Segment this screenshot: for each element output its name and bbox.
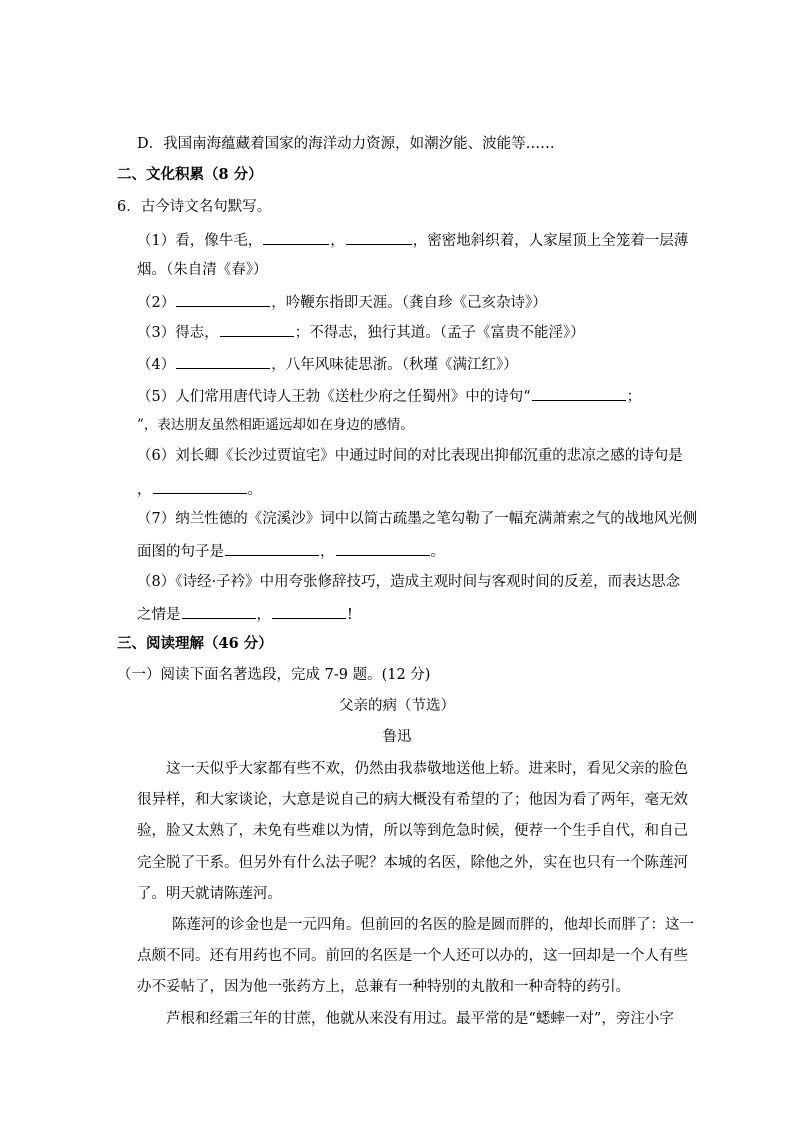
answer-blank[interactable]	[182, 603, 256, 619]
passage-line: 芦根和经霜三年的甘蔗，他就从来没有用过。最平常的是“蟋蟀一对”，旁注小字	[166, 1011, 674, 1027]
section-heading-culture: 二、文化积累（8 分）	[117, 166, 263, 183]
item-4-text-b: ，八年风味徒思浙。（秋瑾《满江红》）	[271, 357, 518, 373]
answer-blank[interactable]	[176, 291, 270, 307]
passage-line: 完全脱了干系。但另外有什么法子呢？本城的名医，除他之外，实在也只有一个陈莲河	[137, 855, 688, 871]
item-5-text-b: ；	[626, 389, 642, 405]
item-6-line-1: （6）刘长卿《长沙过贾谊宅》中通过时间的对比表现出抑郁沉重的悲凉之感的诗句是	[137, 448, 683, 464]
item-8-text-b: ，	[256, 607, 271, 623]
passage-title: 父亲的病（节选）	[339, 698, 455, 714]
passage-line: 陈莲河的诊金也是一元四角。但前回的名医的脸是圆而胖的，他却长而胖了：这一	[172, 917, 694, 933]
answer-blank[interactable]	[225, 540, 319, 556]
passage-line: 验，脸又太熟了，未免有些难以为情，所以等到危急时候，便荐一个生手自代，和自己	[137, 823, 688, 839]
answer-blank[interactable]	[336, 540, 430, 556]
item-5-line-1	[137, 385, 641, 407]
item-6-text-b: 。	[247, 482, 262, 498]
item-8-text-c: !	[347, 607, 353, 623]
item-3-text-a: （3）得志，	[137, 325, 219, 341]
question-6: 6．古今诗文名句默写。	[117, 199, 272, 215]
section-heading-reading: 三、阅读理解（46 分）	[117, 635, 273, 652]
answer-blank[interactable]	[532, 385, 626, 401]
passage-line: 了。明天就请陈莲河。	[137, 886, 282, 902]
item-5-text-a: （5）人们常用唐代诗人王勃《送杜少府之任蜀州》中的诗句“	[137, 389, 531, 405]
item-2-text-a: （2）	[137, 295, 176, 311]
passage-author: 鲁迅	[382, 729, 412, 745]
item-1-text-c: ，密密地斜织着，人家屋顶上全笼着一层薄	[412, 233, 689, 249]
item-2	[137, 291, 547, 313]
item-7-line-1: （7）纳兰性德的《浣溪沙》词中以简古疏墨之笔勾勒了一幅充满萧索之气的战地风光侧	[137, 511, 698, 527]
item-6-text-a: ，	[137, 482, 152, 498]
option-d: D．我国南海蕴藏着国家的海洋动力资源，如潮汐能、波能等……	[137, 136, 555, 152]
answer-blank[interactable]	[153, 478, 247, 494]
item-3-text-b: ；不得志，独行其道。（孟子《富贵不能淫》）	[294, 325, 585, 341]
item-8-text-a: 之情是	[137, 607, 181, 623]
item-7-line-2	[137, 540, 445, 562]
answer-blank[interactable]	[272, 603, 346, 619]
item-1-line-2: 烟。（朱自清《春》）	[137, 262, 268, 278]
passage-line: 很异样，和大家谈论，大意是说自己的病大概没有希望的了；他因为看了两年，毫无效	[137, 792, 688, 808]
item-1-text-a: （1）看，像牛毛，	[137, 233, 263, 249]
item-7-text-a: 面图的句子是	[137, 544, 224, 560]
item-4	[137, 353, 518, 375]
item-5-line-2: ”，表达朋友虽然相距遥远却如在身边的感情。	[137, 417, 414, 433]
answer-blank[interactable]	[220, 321, 294, 337]
item-7-text-b: ，	[320, 544, 335, 560]
passage-line: 办不妥帖了，因为他一张药方上，总兼有一种特别的丸散和一种奇特的药引。	[137, 979, 630, 995]
item-3	[137, 321, 585, 343]
item-4-text-a: （4）	[137, 357, 176, 373]
item-1-text-b: ，	[330, 233, 345, 249]
passage-line: 这一天似乎大家都有些不欢，仍然由我恭敬地送他上轿。进来时，看见父亲的脸色	[166, 761, 688, 777]
answer-blank[interactable]	[346, 229, 412, 245]
item-7-text-c: 。	[430, 544, 445, 560]
item-1-line-1	[137, 229, 688, 251]
answer-blank[interactable]	[263, 229, 329, 245]
item-6-line-2	[137, 478, 262, 500]
answer-blank[interactable]	[176, 353, 270, 369]
sub-section-heading: （一）阅读下面名著选段，完成 7-9 题。(12 分)	[117, 667, 431, 683]
passage-line: 点颇不同。还有用药也不同。前回的名医是一个人还可以办的，这一回却是一个人有些	[137, 948, 688, 964]
item-8-line-2	[137, 603, 353, 625]
item-2-text-b: ，吟鞭东指即天涯。（龚自珍《己亥杂诗》）	[271, 295, 547, 311]
item-8-line-1: （8）《诗经·子衿》中用夸张修辞技巧，造成主观时间与客观时间的反差，而表达思念	[137, 574, 681, 590]
